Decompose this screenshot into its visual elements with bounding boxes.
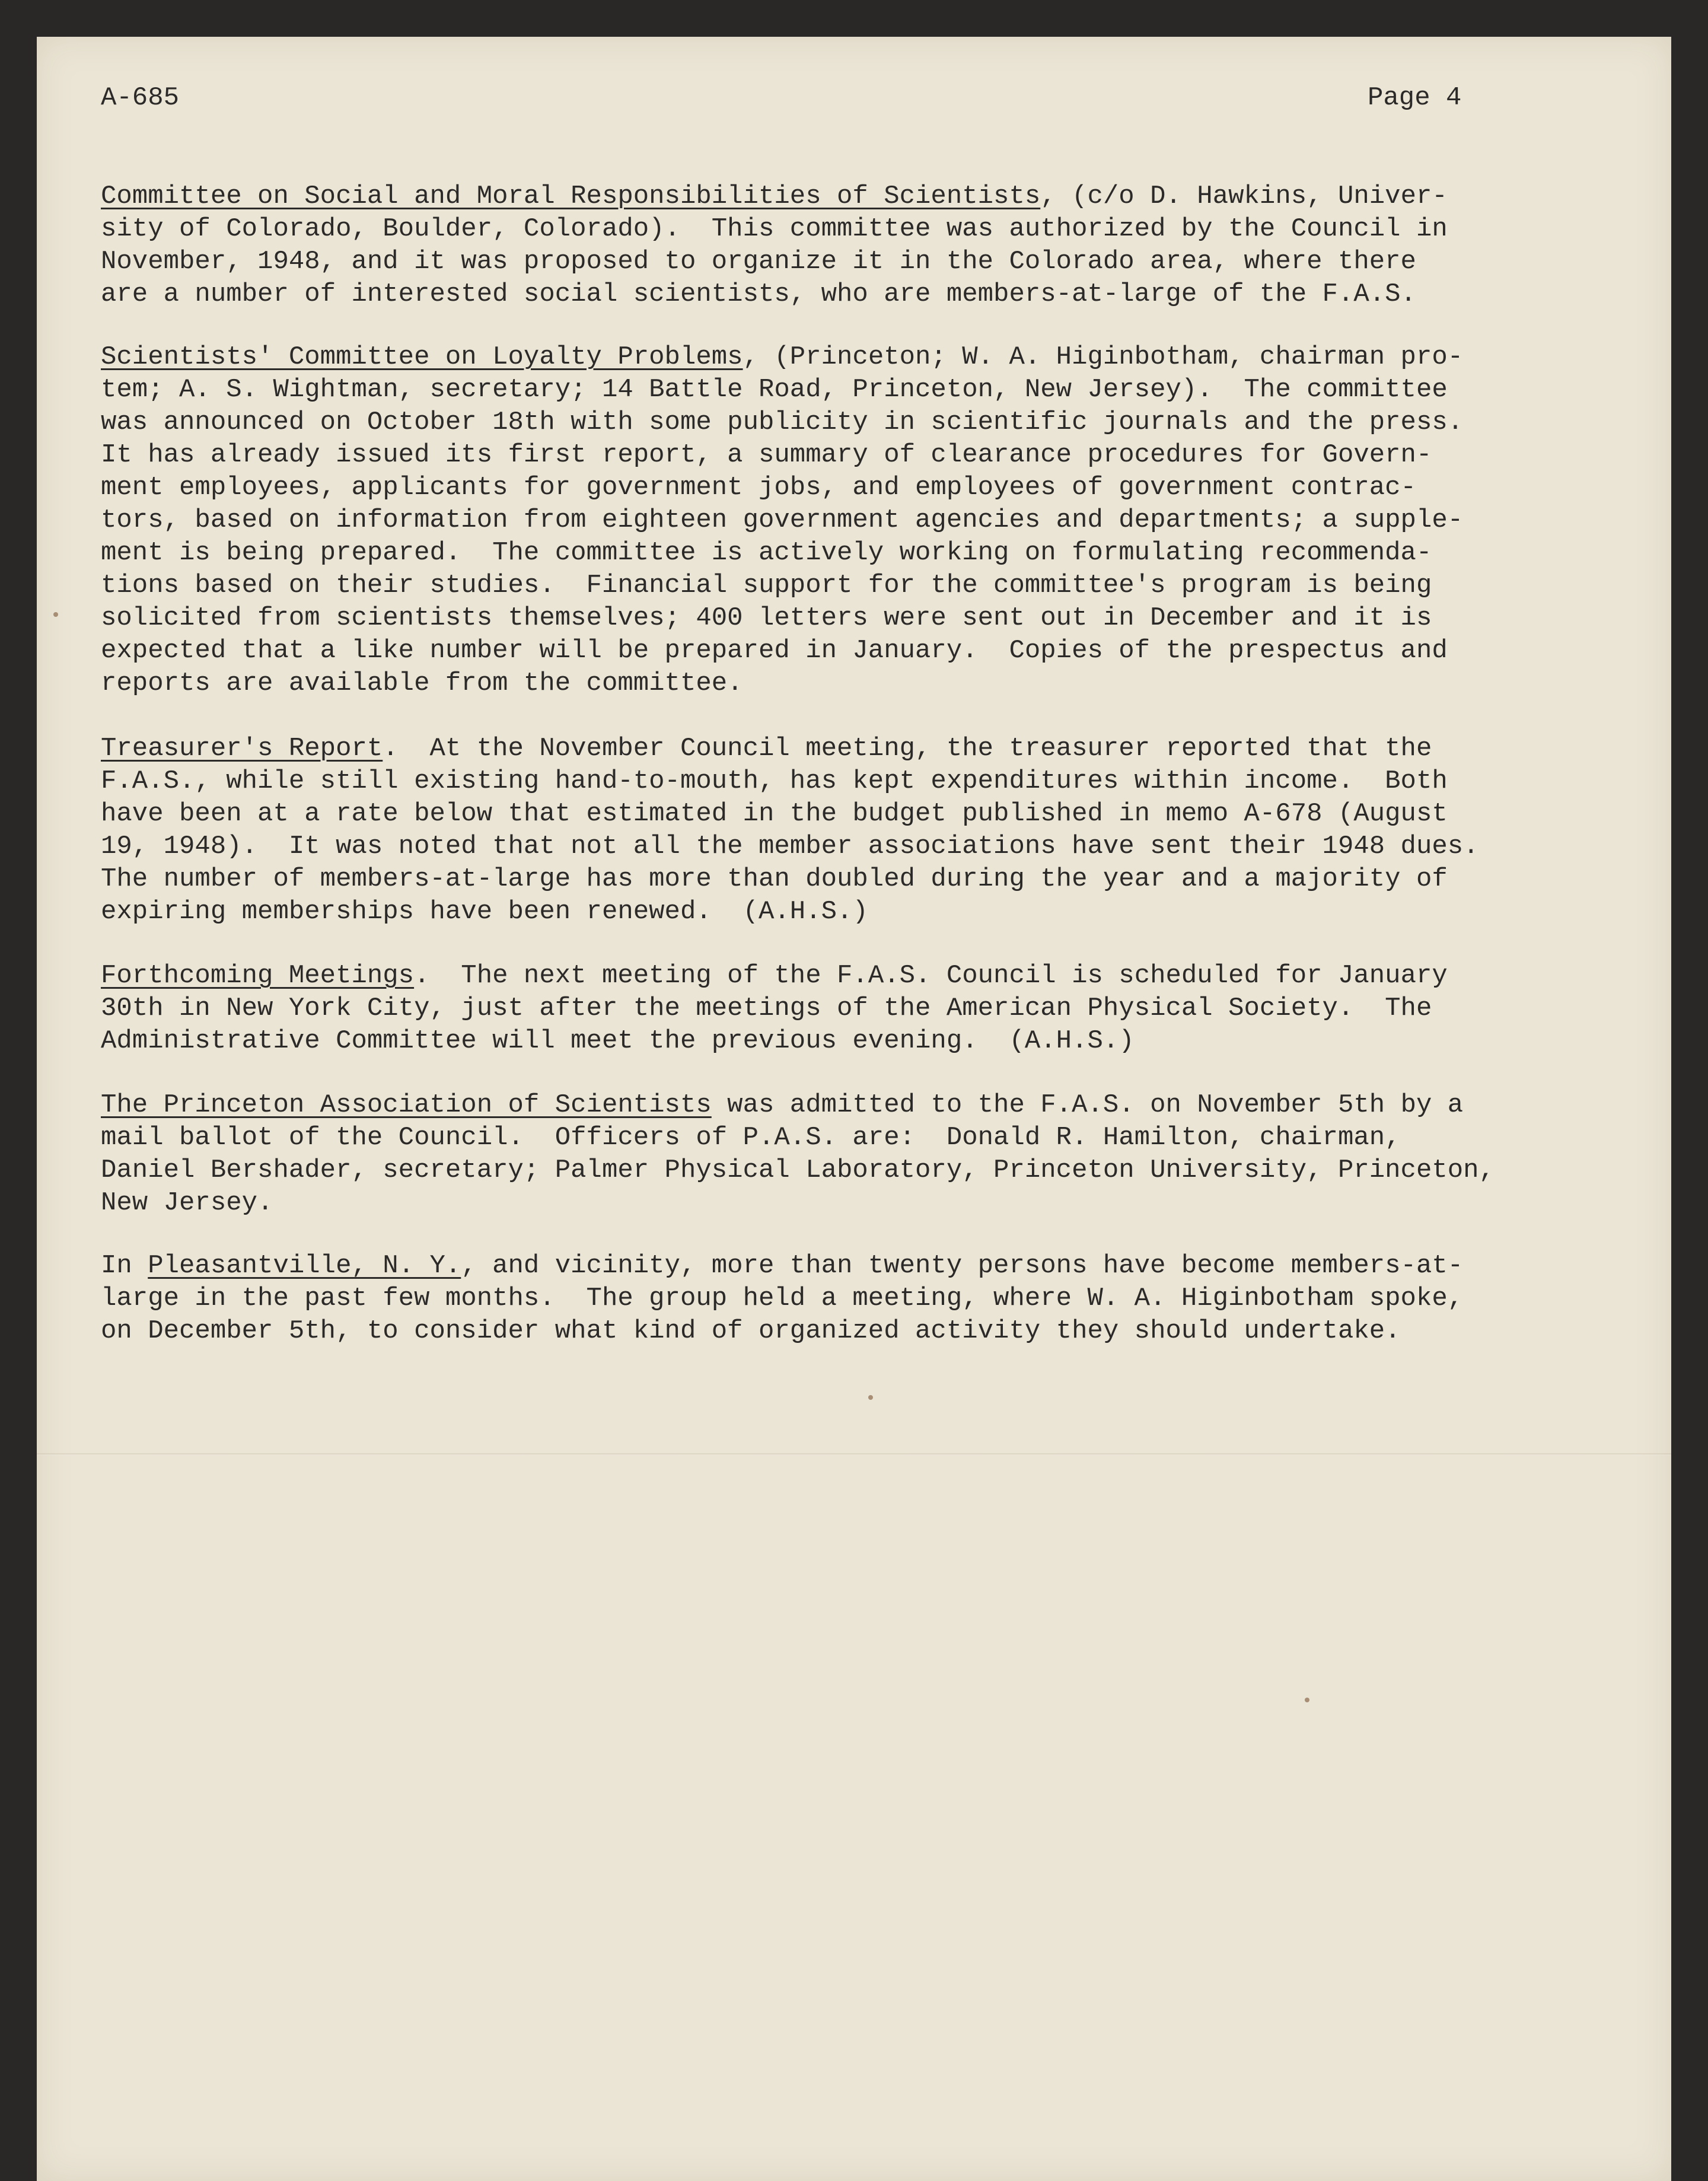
section-line-text: , (c/o D. Hawkins, Univer- — [1040, 182, 1448, 211]
section-body: sity of Colorado, Boulder, Colorado). This committee was authorized by the Council in November, 1948, and it was proposed to organize it in the Colorado area, where there are a number of interested social scientists, who are members-at-large of the F.A.S. — [101, 214, 1448, 309]
section-body: tem; A. S. Wightman, secretary; 14 Battle Road, Princeton, New Jersey). The committee was announced on October 18th with some publicity in scientific journals and the press. It has already issued its first report, a summary of clearance procedures for Govern- ment employees, applicants for government jobs, and employees of government contrac- tors, based on information from eighteen government agencies and departments; a supple- ment is being prepared. The committee is actively working on formulating recommenda- tions based on their studies. Financial support for the committee's program is being solicited from scientists themselves; 400 letters were sent out in December and it is expected that a like number will be prepared in January. Copies of the prespectus and reports are available from the committee. — [101, 375, 1464, 698]
section-first-line — [101, 341, 1463, 374]
section-heading: Committee on Social and Moral Responsibilities of Scientists — [101, 182, 1041, 211]
section-first-line — [101, 1089, 1494, 1122]
section-heading: Forthcoming Meetings — [101, 961, 415, 991]
paper-speck — [1305, 1698, 1309, 1702]
section-line-text: was admitted to the F.A.S. on November 5th by a — [711, 1090, 1464, 1120]
section-first-line — [101, 733, 1479, 765]
section-body: large in the past few months. The group held a meeting, where W. A. Higinbotham spoke, on December 5th, to consider what kind of organized activity they should undertake. — [101, 1284, 1464, 1346]
section-body: F.A.S., while still existing hand-to-mouth, has kept expenditures within income. Both have been at a rate below that estimated in the budget published in memo A-678 (August 19, 1948). It was noted that not all the member associations have sent their 1948 dues. The number of members-at-large has more than doubled during the year and a majority of expiring memberships have been renewed. (A.H.S.) — [101, 766, 1479, 926]
section-heading: Treasurer's Report — [101, 734, 383, 763]
paper-speck — [868, 1395, 873, 1400]
section-first-line — [101, 180, 1448, 213]
section-body: 30th in New York City, just after the meetings of the American Physical Society. The Administrative Committee will meet the previous evening. (A.H.S.) — [101, 994, 1432, 1056]
section-line-text: , and vicinity, more than twenty persons have become members-at- — [461, 1251, 1464, 1281]
section-heading: The Princeton Association of Scientists — [101, 1090, 712, 1120]
document-id: A-685 — [101, 83, 180, 113]
section-prefix: In — [101, 1251, 148, 1281]
section-heading: Pleasantville, N. Y. — [148, 1251, 461, 1281]
paper-fold-line — [37, 1453, 1671, 1456]
section-body: mail ballot of the Council. Officers of P.A.S. are: Donald R. Hamilton, chairman, Daniel Bershader, secretary; Palmer Physical Laboratory, Princeton University, Princeton, New Jersey. — [101, 1123, 1494, 1218]
section-line-text: , (Princeton; W. A. Higinbotham, chairman pro- — [743, 342, 1464, 372]
section-line-text: . The next meeting of the F.A.S. Council is scheduled for January — [414, 961, 1448, 991]
section-pleasantville — [101, 1250, 1463, 1348]
section-first-line — [101, 1250, 1463, 1282]
section-forthcoming-meetings — [101, 960, 1448, 1058]
section-social-moral-committee — [101, 180, 1448, 311]
section-loyalty-committee — [101, 341, 1463, 700]
page-number: Page 4 — [1368, 83, 1462, 113]
section-heading: Scientists' Committee on Loyalty Problems — [101, 342, 743, 372]
section-treasurers-report — [101, 733, 1479, 928]
section-princeton-association — [101, 1089, 1494, 1220]
section-line-text: . At the November Council meeting, the treasurer reported that the — [383, 734, 1432, 763]
section-first-line — [101, 960, 1448, 992]
paper-speck — [53, 612, 58, 617]
